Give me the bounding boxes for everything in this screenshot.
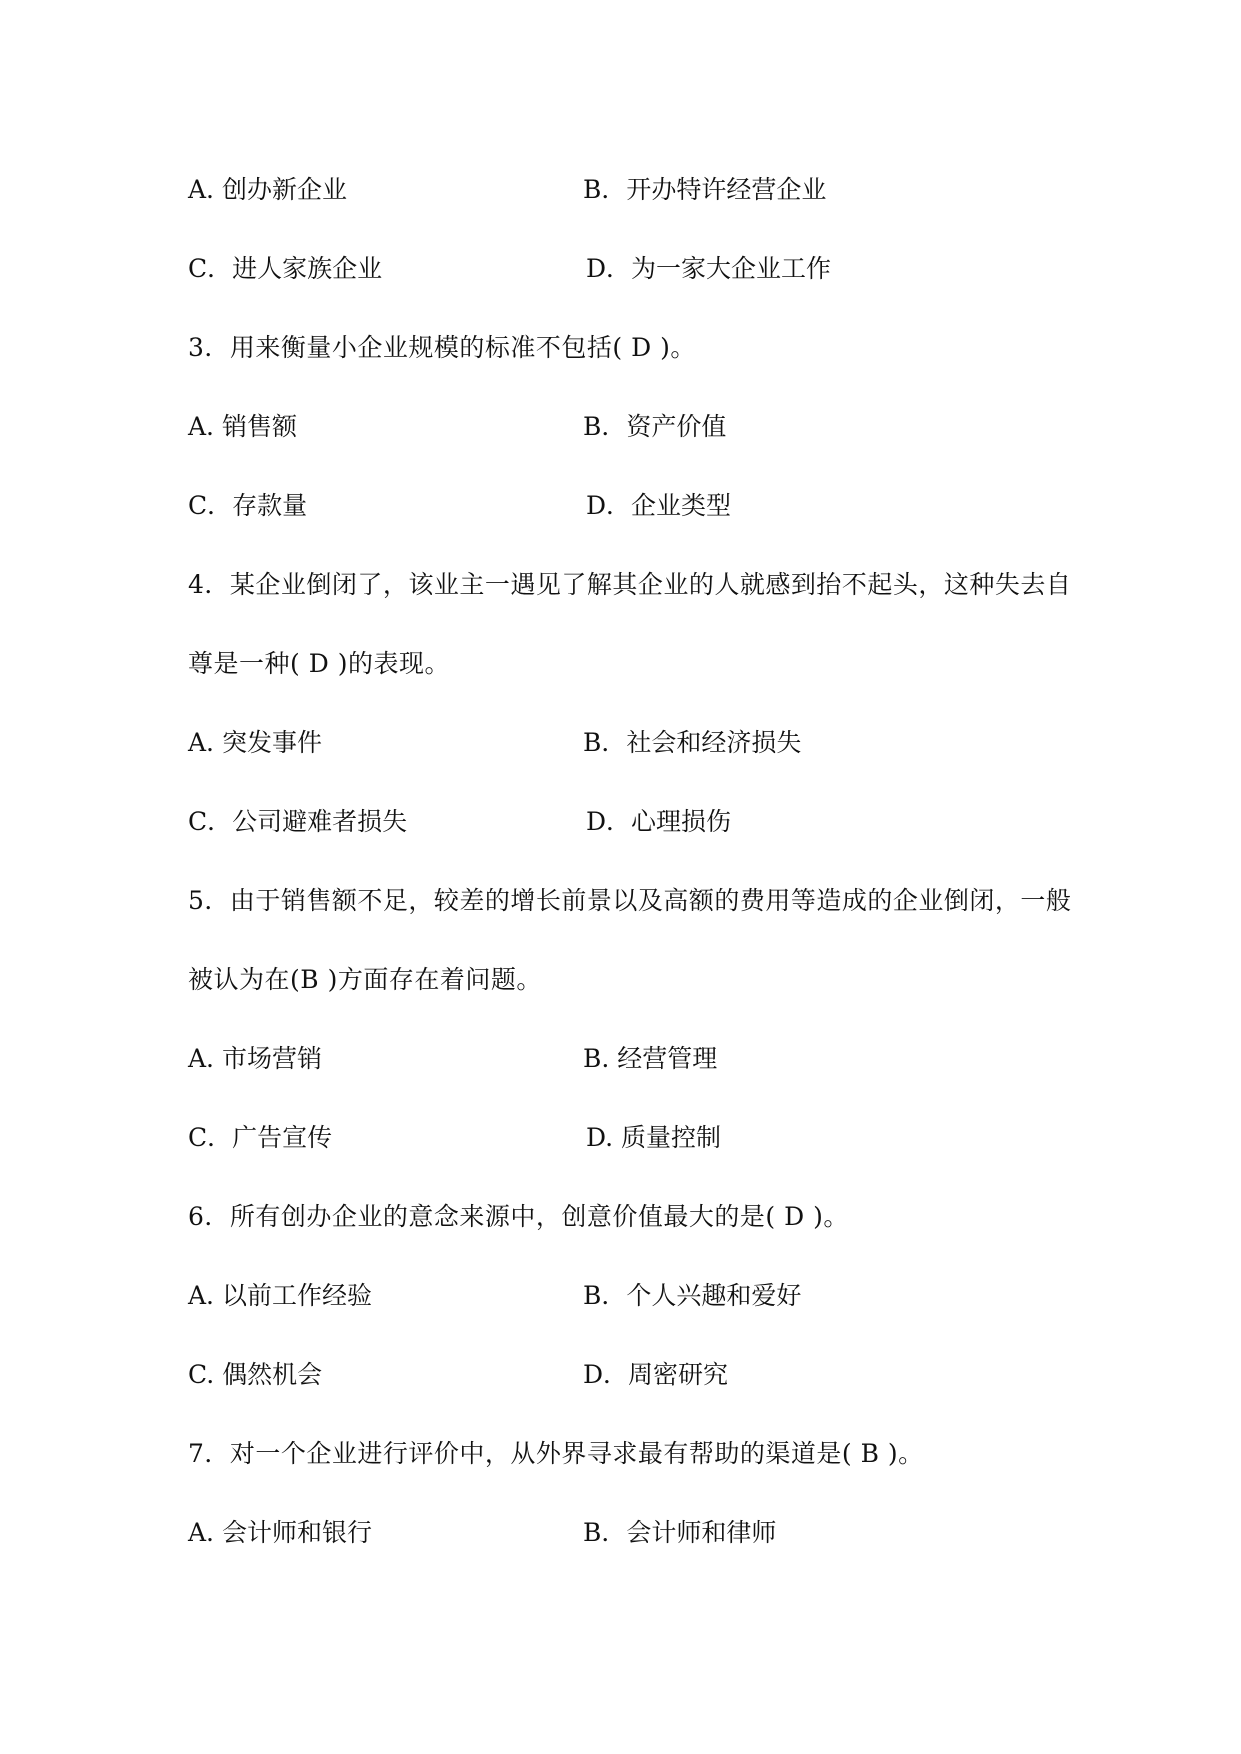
- option-c-q6: C. 偶然机会: [188, 1360, 323, 1389]
- option-d-q6: D．周密研究: [583, 1360, 729, 1389]
- option-c-q3: C．存款量: [188, 491, 308, 520]
- option-a-q2: A. 创办新企业: [188, 175, 347, 204]
- question-6: 6．所有创办企业的意念来源中，创意价值最大的是( D )。: [188, 1202, 849, 1231]
- option-c-q4: C．公司避难者损失: [188, 807, 408, 836]
- option-a-q7: A. 会计师和银行: [188, 1518, 372, 1547]
- option-b-q7: B．会计师和律师: [583, 1518, 777, 1547]
- option-b-q2: B．开办特许经营企业: [583, 175, 827, 204]
- question-4-line-2: 尊是一种( D )的表现。: [188, 649, 450, 678]
- option-a-q4: A. 突发事件: [188, 728, 322, 757]
- option-b-q5: B. 经营管理: [583, 1044, 718, 1073]
- question-3: 3．用来衡量小企业规模的标准不包括( D )。: [188, 333, 696, 362]
- option-a-q6: A. 以前工作经验: [188, 1281, 372, 1310]
- option-c-q2: C．进人家族企业: [188, 254, 383, 283]
- option-a-q5: A. 市场营销: [188, 1044, 322, 1073]
- option-d-q2: D．为一家大企业工作: [586, 254, 832, 283]
- option-b-q3: B．资产价值: [583, 412, 727, 441]
- option-a-q3: A. 销售额: [188, 412, 297, 441]
- option-d-q5: D. 质量控制: [586, 1123, 722, 1152]
- option-c-q5: C．广告宣传: [188, 1123, 333, 1152]
- question-5-line-2: 被认为在(B )方面存在着问题。: [188, 965, 542, 994]
- question-5-line-1: 5．由于销售额不足，较差的增长前景以及高额的费用等造成的企业倒闭，一般: [188, 886, 1072, 915]
- question-4-line-1: 4．某企业倒闭了，该业主一遇见了解其企业的人就感到抬不起头，这种失去自: [188, 570, 1072, 599]
- question-7: 7．对一个企业进行评价中，从外界寻求最有帮助的渠道是( B )。: [188, 1439, 924, 1468]
- option-d-q3: D．企业类型: [586, 491, 732, 520]
- option-b-q4: B．社会和经济损失: [583, 728, 802, 757]
- option-d-q4: D．心理损伤: [586, 807, 732, 836]
- option-b-q6: B．个人兴趣和爱好: [583, 1281, 802, 1310]
